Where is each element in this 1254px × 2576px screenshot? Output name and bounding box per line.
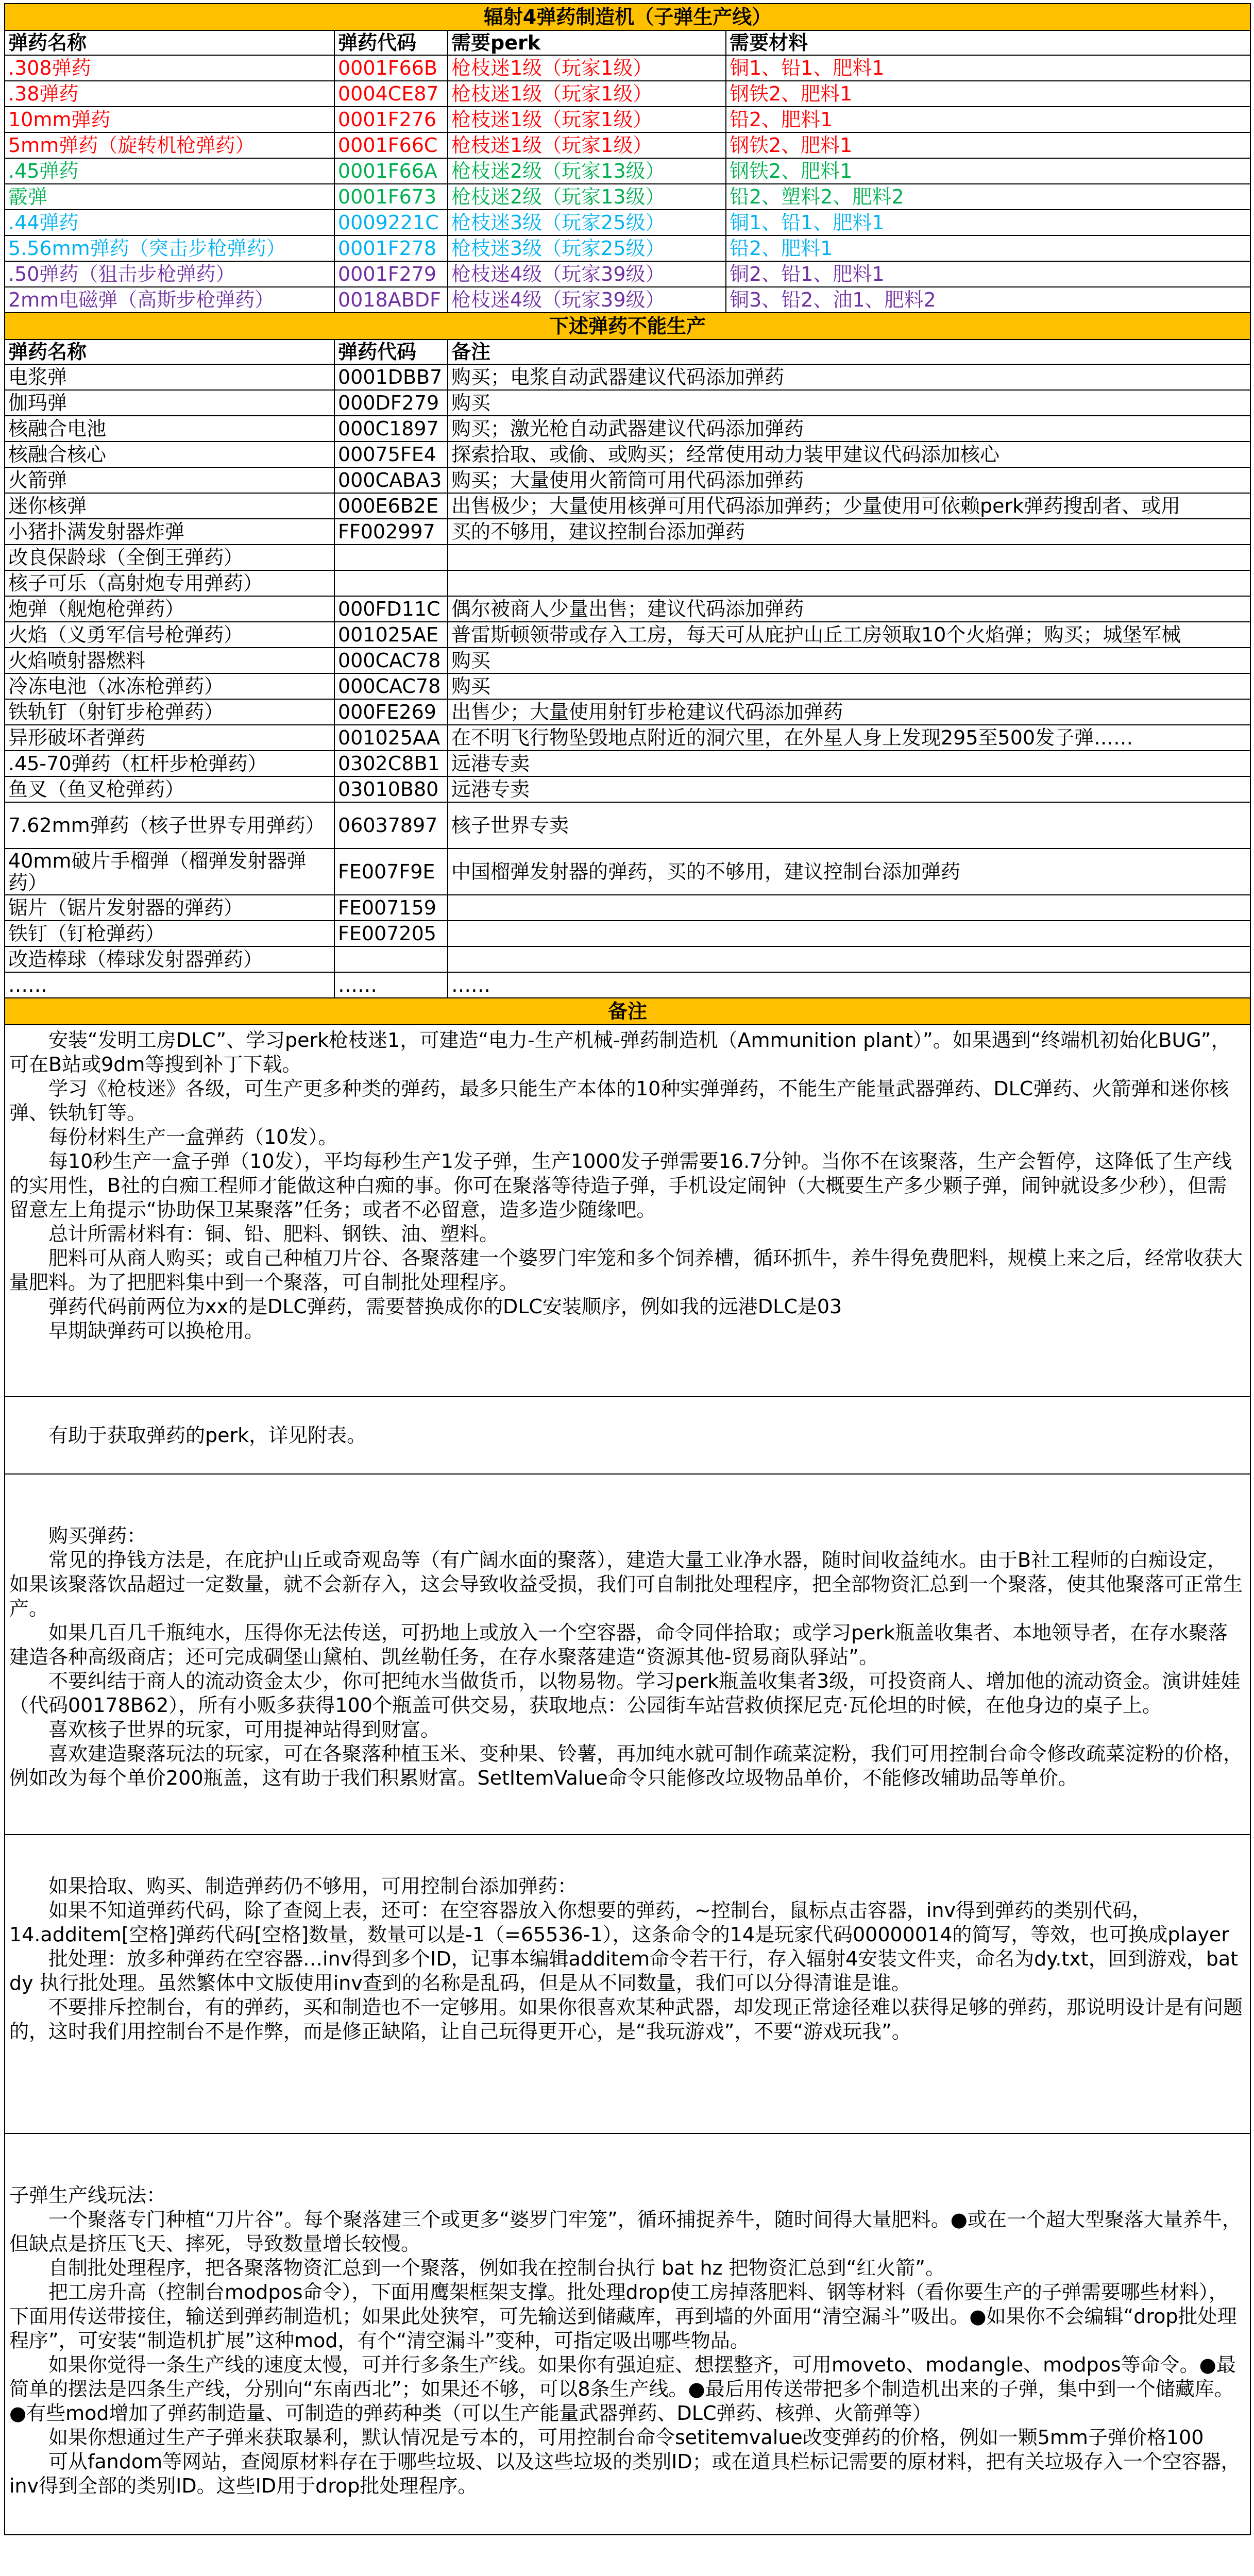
ammo-name: 7.62mm弹药（核子世界专用弹药） [5, 802, 334, 849]
ammo-row [5, 261, 1250, 287]
ammo-name: 铁轨钉（射钉步枪弹药） [5, 699, 334, 725]
note-paragraph: 如果不知道弹药代码，除了查阅上表，还可：在空容器放入你想要的弹药，~控制台，鼠标点击容器，inv得到弹药的类别代码，14.additem[空格]弹药代码[空格]数量，数量可以是-1（=65536-1），这条命令的14是玩家代码00000014的简写，等效，也可换成player [9, 1899, 1229, 1946]
non-craftable-row [5, 725, 1250, 751]
col-ammo-code: 弹药代码 [334, 30, 448, 55]
ammo-code: …… [334, 972, 448, 998]
ammo-code: FE007205 [334, 921, 448, 946]
note-paragraph: 如果几百几千瓶纯水，压得你无法传送，可扔地上或放入一个空容器，命令同伴拾取；或学习perk瓶盖收集者、本地领导者，在存水聚落建造各种高级商店；还可完成碉堡山黛柏、凯丝勒任务，在存水聚落建造“资源其他-贸易商队驿站”。 [9, 1621, 1228, 1668]
ammo-row [5, 235, 1250, 261]
remark: 购买 [448, 390, 1250, 416]
remark [448, 570, 1250, 596]
remark: 核子世界专卖 [448, 802, 1250, 849]
ammo-code [334, 545, 448, 570]
materials: 钢铁2、肥料1 [726, 132, 1250, 158]
remark: 购买 [448, 673, 1250, 699]
ammo-name: 铁钉（钉枪弹药） [5, 921, 334, 946]
section1-header-row [5, 4, 1250, 30]
materials: 铜1、铅1、肥料1 [726, 55, 1250, 81]
col-ammo-name: 弹药名称 [5, 340, 334, 364]
ammo-name: 核融合核心 [5, 442, 334, 467]
note-paragraph: 总计所需材料有：铜、铅、肥料、钢铁、油、塑料。 [48, 1223, 499, 1245]
remark: 出售极少；大量使用核弹可用代码添加弹药；少量使用可依赖perk弹药搜刮者、或用 [448, 493, 1250, 519]
note-row-5 [5, 2133, 1250, 2535]
remark [448, 895, 1250, 921]
perk-requirement: 枪枝迷2级（玩家13级） [448, 158, 726, 184]
section1-title: 辐射4弹药制造机（子弹生产线） [5, 4, 1250, 30]
perk-requirement: 枪枝迷2级（玩家13级） [448, 184, 726, 210]
note-paragraph: 如果你想通过生产子弹来获取暴利，默认情况是亏本的，可用控制台命令setitemvalue改变弹药的价格，例如一颗5mm子弹价格100 [48, 2426, 1204, 2449]
ammo-name: .44弹药 [5, 210, 334, 235]
ammo-code: FF002997 [334, 519, 448, 545]
ammo-code: 00075FE4 [334, 442, 448, 467]
note-block-5 [5, 2133, 1250, 2535]
non-craftable-row [5, 596, 1250, 622]
remark: 中国榴弹发射器的弹药，买的不够用，建议控制台添加弹药 [448, 849, 1250, 895]
ammo-code: 000CAC78 [334, 673, 448, 699]
non-craftable-row [5, 416, 1250, 442]
note-block-2 [5, 1397, 1250, 1474]
remark: 在不明飞行物坠毁地点附近的洞穴里，在外星人身上发现295至500发子弹…… [448, 725, 1250, 751]
perk-requirement: 枪枝迷1级（玩家1级） [448, 55, 726, 81]
materials: 铜2、铅1、肥料1 [726, 261, 1250, 287]
ammo-name: 小猪扑满发射器炸弹 [5, 519, 334, 545]
section2-header-row [5, 313, 1250, 340]
ammo-name: 迷你核弹 [5, 493, 334, 519]
ammo-code: 001025AE [334, 622, 448, 648]
ammo-code: 0001F276 [334, 107, 448, 132]
ammo-code: 0001F66B [334, 55, 448, 81]
remark [448, 921, 1250, 946]
remark: 远港专卖 [448, 751, 1250, 776]
col-remark: 备注 [448, 340, 1250, 364]
non-craftable-row [5, 519, 1250, 545]
ammo-code: 0001F278 [334, 235, 448, 261]
note-paragraph: 喜欢核子世界的玩家，可用提神站得到财富。 [48, 1718, 440, 1741]
non-craftable-row [5, 570, 1250, 596]
non-craftable-row [5, 946, 1250, 972]
remark [448, 946, 1250, 972]
ammo-name: .50弹药（狙击步枪弹药） [5, 261, 334, 287]
ammo-name: 电浆弹 [5, 364, 334, 390]
materials: 铅2、肥料1 [726, 107, 1250, 132]
ammo-row [5, 210, 1250, 235]
ammo-code: FE007F9E [334, 849, 448, 895]
section1-rows [5, 55, 1250, 313]
ammo-name: 炮弹（舰炮枪弹药） [5, 596, 334, 622]
remark: 偶尔被商人少量出售；建议代码添加弹药 [448, 596, 1250, 622]
perk-requirement: 枪枝迷4级（玩家39级） [448, 261, 726, 287]
note-paragraph: 早期缺弹药可以换枪用。 [48, 1319, 264, 1342]
note-text: 有助于获取弹药的perk，详见附表。 [48, 1423, 367, 1447]
perk-requirement: 枪枝迷1级（玩家1级） [448, 107, 726, 132]
ammo-name: 霰弹 [5, 184, 334, 210]
perk-requirement: 枪枝迷3级（玩家25级） [448, 235, 726, 261]
ammo-name: 改良保龄球（全倒王弹药） [5, 545, 334, 570]
ammo-row [5, 132, 1250, 158]
non-craftable-row [5, 802, 1250, 849]
non-craftable-row [5, 364, 1250, 390]
ammo-row [5, 107, 1250, 132]
note-paragraph: 喜欢建造聚落玩法的玩家，可在各聚落种植玉米、变种果、铃薯，再加纯水就可制作疏菜淀粉，我们可用控制台命令修改疏菜淀粉的价格，例如改为每个单价200瓶盖，这有助于我们积累财富。SetItemValue命令只能修改垃圾物品单价，不能修改辅助品等单价。 [9, 1742, 1243, 1789]
remark: 购买；激光枪自动武器建议代码添加弹药 [448, 416, 1250, 442]
non-craftable-row [5, 776, 1250, 802]
ammo-name: 冷冻电池（冰冻枪弹药） [5, 673, 334, 699]
ammo-name: 火焰（义勇军信号枪弹药） [5, 622, 334, 648]
note-row-4 [5, 1835, 1250, 2133]
section2-title: 下述弹药不能生产 [5, 313, 1250, 340]
ammo-name: 10mm弹药 [5, 107, 334, 132]
ammo-name: 5.56mm弹药（突击步枪弹药） [5, 235, 334, 261]
ammo-row [5, 287, 1250, 313]
non-craftable-row [5, 673, 1250, 699]
non-craftable-row [5, 849, 1250, 895]
ammo-code: 000FE269 [334, 699, 448, 725]
ammo-name: 伽玛弹 [5, 390, 334, 416]
remark: …… [448, 972, 1250, 998]
note-paragraph: 学习《枪枝迷》各级，可生产更多种类的弹药，最多只能生产本体的10种实弹弹药，不能生产能量武器弹药、DLC弹药、火箭弹和迷你核弹、铁轨钉等。 [9, 1077, 1229, 1124]
materials: 铜3、铅2、油1、肥料2 [726, 287, 1250, 313]
non-craftable-row [5, 390, 1250, 416]
note-block-4 [5, 1835, 1250, 2133]
note-paragraph: 购买弹药： [48, 1524, 147, 1547]
note-paragraph: 不要纠结于商人的流动资金太少，你可把纯水当做货币，以物易物。学习perk瓶盖收集者3级，可投资商人、增加他的流动资金。演讲娃娃（代码00178B62），所有小贩多获得100个瓶盖可供交易，获取地点：公园街车站营救侦探尼克·瓦伦坦的时候，在他身边的桌子上。 [9, 1670, 1241, 1717]
note-paragraph: 常见的挣钱方法是，在庇护山丘或奇观岛等（有广阔水面的聚落），建造大量工业净水器，随时间收益纯水。由于B社工程师的白痴设定，如果该聚落饮品超过一定数量，就不会新存入，这会导致收益受损，我们可自制批处理程序，把全部物资汇总到一个聚落，使其他聚落可正常生产。 [9, 1549, 1243, 1620]
note-paragraph: 一个聚落专门种植“刀片谷”。每个聚落建三个或更多“婆罗门牢笼”，循环捕捉养牛，随时间得大量肥料。●或在一个超大型聚落大量养牛，但缺点是挤压飞天、摔死，导致数量增长较慢。 [9, 2208, 1242, 2255]
notes-title: 备注 [5, 998, 1250, 1025]
note-paragraph: 如果你觉得一条生产线的速度太慢，可并行多条生产线。如果你有强迫症、想摆整齐，可用moveto、modangle、modpos等命令。●最简单的摆法是四条生产线，分别向“东南西北”；如果还不够，可以8条生产线。●最后用传送带把多个制造机出来的子弹，集中到一个储藏库。●有些mod增加了弹药制造量、可制造的弹药种类（可以生产能量武器弹药、DLC弹药、核弹、火箭弹等） [9, 2353, 1236, 2425]
note-paragraph: 如果拾取、购买、制造弹药仍不够用，可用控制台添加弹药： [48, 1875, 578, 1897]
non-craftable-row [5, 545, 1250, 570]
remark: 普雷斯顿领带或存入工房，每天可从庇护山丘工房领取10个火焰弹；购买；城堡军械 [448, 622, 1250, 648]
note-paragraph: 每份材料生产一盒弹药（10发）。 [48, 1126, 338, 1148]
remark: 购买；电浆自动武器建议代码添加弹药 [448, 364, 1250, 390]
ammo-code: 03010B80 [334, 776, 448, 802]
note-paragraph: 每10秒生产一盒子弹（10发），平均每秒生产1发子弹，生产1000发子弹需要16.7分钟。当你不在该聚落，生产会暂停，这降低了生产线的实用性，B社的白痴工程师才能做这种白痴的事。你可在聚落等待造子弹，手机设定闹钟（大概要生产多少颗子弹，闹钟就设多少秒），但需留意左上角提示“协助保卫某聚落”任务；或者不必留意，造多造少随缘吧。 [9, 1150, 1232, 1221]
materials: 铅2、塑料2、肥料2 [726, 184, 1250, 210]
ammo-name: …… [5, 972, 334, 998]
note-paragraph: 肥料可从商人购买；或自己种植刀片谷、各聚落建一个婆罗门牢笼和多个饲养槽，循环抓牛，养牛得免费肥料，规模上来之后，经常收获大量肥料。为了把肥料集中到一个聚落，可自制批处理程序。 [9, 1247, 1243, 1294]
ammo-name: .45弹药 [5, 158, 334, 184]
section2-column-header-row [5, 340, 1250, 364]
note-paragraph: 子弹生产线玩法： [9, 2184, 166, 2207]
spreadsheet [4, 3, 1250, 2535]
ammo-name: .45-70弹药（杠杆步枪弹药） [5, 751, 334, 776]
ammo-row [5, 81, 1250, 107]
non-craftable-row [5, 921, 1250, 946]
non-craftable-row [5, 622, 1250, 648]
non-craftable-row [5, 972, 1250, 998]
ammo-code: 001025AA [334, 725, 448, 751]
perk-requirement: 枪枝迷4级（玩家39级） [448, 287, 726, 313]
non-craftable-row [5, 699, 1250, 725]
note-row-3 [5, 1474, 1250, 1835]
note-row-1 [5, 1025, 1250, 1397]
ammo-name: 火焰喷射器燃料 [5, 648, 334, 673]
materials: 钢铁2、肥料1 [726, 158, 1250, 184]
non-craftable-row [5, 493, 1250, 519]
ammo-name: 异形破坏者弹药 [5, 725, 334, 751]
remark: 远港专卖 [448, 776, 1250, 802]
non-craftable-row [5, 442, 1250, 467]
col-materials: 需要材料 [726, 30, 1250, 55]
perk-requirement: 枪枝迷3级（玩家25级） [448, 210, 726, 235]
remark: 出售少；大量使用射钉步枪建议代码添加弹药 [448, 699, 1250, 725]
ammo-code: 0001F66C [334, 132, 448, 158]
remark: 探索拾取、或偷、或购买；经常使用动力装甲建议代码添加核心 [448, 442, 1250, 467]
ammo-name: 核融合电池 [5, 416, 334, 442]
ammo-code: 000DF279 [334, 390, 448, 416]
ammo-name: 鱼叉（鱼叉枪弹药） [5, 776, 334, 802]
non-craftable-row [5, 467, 1250, 493]
ammo-code: 0018ABDF [334, 287, 448, 313]
note-row-2 [5, 1397, 1250, 1474]
ammo-row [5, 55, 1250, 81]
ammo-code [334, 946, 448, 972]
ammo-row [5, 184, 1250, 210]
ammo-row [5, 158, 1250, 184]
ammo-code: 06037897 [334, 802, 448, 849]
ammo-name: 5mm弹药（旋转机枪弹药） [5, 132, 334, 158]
perk-requirement: 枪枝迷1级（玩家1级） [448, 132, 726, 158]
non-craftable-row [5, 648, 1250, 673]
ammo-code: 0001F279 [334, 261, 448, 287]
materials: 铅2、肥料1 [726, 235, 1250, 261]
remark: 购买；大量使用火箭筒可用代码添加弹药 [448, 467, 1250, 493]
ammo-name: .38弹药 [5, 81, 334, 107]
ammo-code: 0001F673 [334, 184, 448, 210]
ammo-code: 000E6B2E [334, 493, 448, 519]
ammo-code: 000FD11C [334, 596, 448, 622]
ammo-code [334, 570, 448, 596]
note-paragraph: 可从fandom等网站，查阅原材料存在于哪些垃圾、以及这些垃圾的类别ID；或在道具栏标记需要的原材料，把有关垃圾存入一个空容器，inv得到全部的类别ID。这些ID用于drop批处理程序。 [9, 2450, 1241, 2497]
note-paragraph: 自制批处理程序，把各聚落物资汇总到一个聚落，例如我在控制台执行 bat hz 把物资汇总到“红火箭”。 [48, 2257, 945, 2279]
ammo-code: 0009221C [334, 210, 448, 235]
ammo-code: 0001F66A [334, 158, 448, 184]
note-block-3 [5, 1474, 1250, 1835]
non-craftable-row [5, 751, 1250, 776]
ammo-code: 0004CE87 [334, 81, 448, 107]
note-paragraph: 安装“发明工房DLC”、学习perk枪枝迷1，可建造“电力-生产机械-弹药制造机（Ammunition plant）”。如果遇到“终端机初始化BUG”，可在B站或9dm等搜到补丁下载。 [9, 1029, 1231, 1076]
ammo-code: 0001DBB7 [334, 364, 448, 390]
ammo-code: 000CAC78 [334, 648, 448, 673]
ammo-name: .308弹药 [5, 55, 334, 81]
ammo-name: 火箭弹 [5, 467, 334, 493]
materials: 钢铁2、肥料1 [726, 81, 1250, 107]
perk-requirement: 枪枝迷1级（玩家1级） [448, 81, 726, 107]
col-perk: 需要perk [448, 30, 726, 55]
note-paragraph: 批处理：放多种弹药在空容器…inv得到多个ID，记事本编辑additem命令若干行，存入辐射4安装文件夹，命名为dy.txt，回到游戏，bat dy 执行批处理。虽然繁体中文版使用inv查到的名称是乱码，但是从不同数量，我们可以分得清谁是谁。 [9, 1947, 1239, 1994]
ammo-name: 锯片（锯片发射器的弹药） [5, 895, 334, 921]
non-craftable-row [5, 895, 1250, 921]
ammo-code: 000C1897 [334, 416, 448, 442]
ammo-table [4, 3, 1251, 2535]
remark [448, 545, 1250, 570]
notes-header-row [5, 998, 1250, 1025]
note-paragraph: 把工房升高（控制台modpos命令），下面用鹰架框架支撑。批处理drop使工房掉落肥料、钢等材料（看你要生产的子弹需要哪些材料），下面用传送带接住，输送到弹药制造机；如果此处狭窄，可先输送到储藏库，再到墙的外面用“清空漏斗”吸出。●如果你不会编辑“drop批处理程序”，可安装“制造机扩展”这种mod，有个“清空漏斗”变种，可指定吸出哪些物品。 [9, 2281, 1237, 2352]
note-paragraph: 不要排斥控制台，有的弹药，买和制造也不一定够用。如果你很喜欢某种武器，却发现正常途径难以获得足够的弹药，那说明设计是有问题的，这时我们用控制台不是作弊，而是修正缺陷，让自己玩得更开心，是“我玩游戏”，不要“游戏玩我”。 [9, 1996, 1243, 2043]
col-ammo-code: 弹药代码 [334, 340, 448, 364]
ammo-name: 改造棒球（棒球发射器弹药） [5, 946, 334, 972]
ammo-code: 0302C8B1 [334, 751, 448, 776]
ammo-name: 核子可乐（高射炮专用弹药） [5, 570, 334, 596]
remark: 买的不够用，建议控制台添加弹药 [448, 519, 1250, 545]
note-paragraph: 弹药代码前两位为xx的是DLC弹药，需要替换成你的DLC安装顺序，例如我的远港DLC是03 [48, 1295, 842, 1318]
ammo-name: 40mm破片手榴弹（榴弹发射器弹药） [5, 849, 334, 895]
materials: 铜1、铅1、肥料1 [726, 210, 1250, 235]
section2-rows [5, 364, 1250, 998]
remark: 购买 [448, 648, 1250, 673]
col-ammo-name: 弹药名称 [5, 30, 334, 55]
section1-column-header-row [5, 30, 1250, 55]
ammo-name: 2mm电磁弹（高斯步枪弹药） [5, 287, 334, 313]
ammo-code: FE007159 [334, 895, 448, 921]
note-block-1 [5, 1025, 1250, 1397]
ammo-code: 000CABA3 [334, 467, 448, 493]
